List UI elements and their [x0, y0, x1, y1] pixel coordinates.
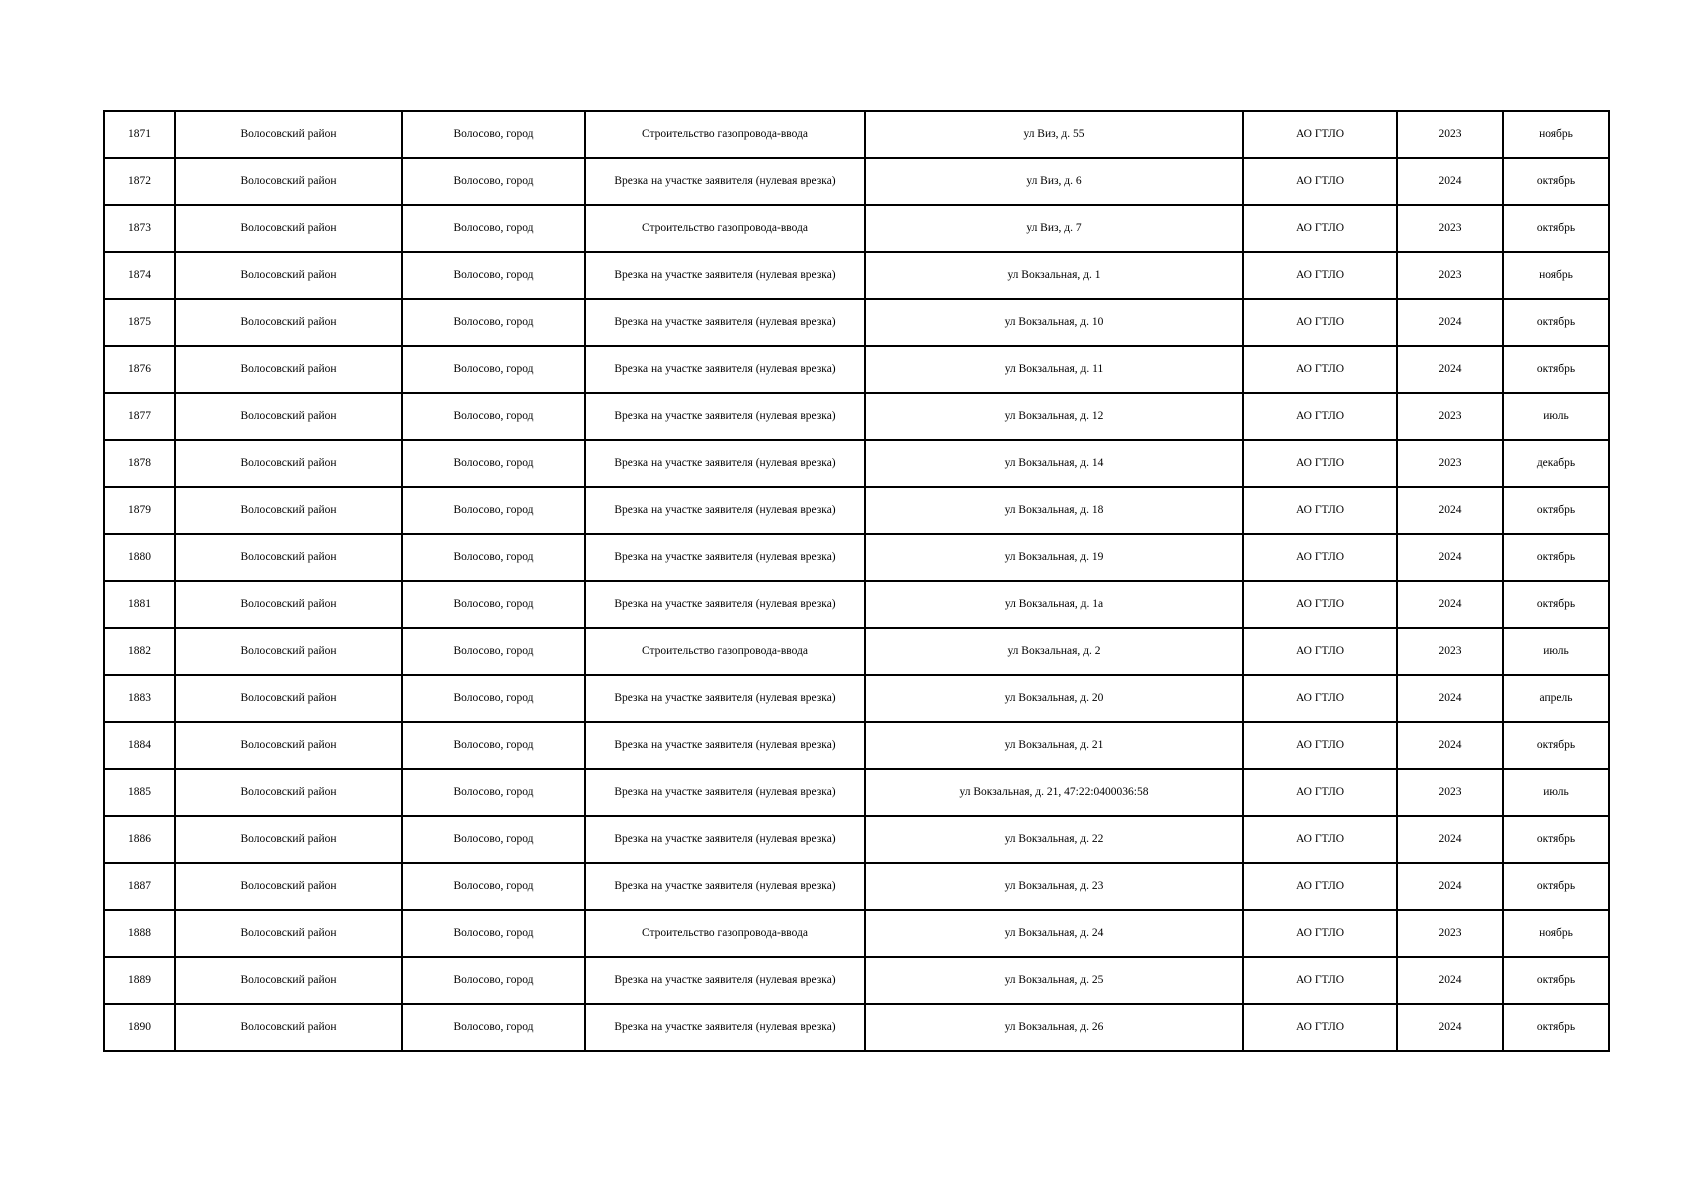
month-cell: октябрь	[1503, 581, 1609, 628]
year-cell: 2023	[1397, 252, 1503, 299]
settlement-cell: Волосово, город	[402, 440, 585, 487]
table-row	[104, 534, 1609, 581]
month-cell: июль	[1503, 628, 1609, 675]
district-cell: Волосовский район	[175, 158, 402, 205]
table-row	[104, 346, 1609, 393]
year-cell: 2024	[1397, 534, 1503, 581]
row-number-cell: 1874	[104, 252, 175, 299]
organization-cell: АО ГТЛО	[1243, 1004, 1397, 1051]
work-type-cell: Врезка на участке заявителя (нулевая врезка)	[585, 581, 865, 628]
address-cell: ул Вокзальная, д. 10	[865, 299, 1243, 346]
work-type-cell: Врезка на участке заявителя (нулевая врезка)	[585, 534, 865, 581]
row-number-cell: 1887	[104, 863, 175, 910]
month-cell: октябрь	[1503, 346, 1609, 393]
organization-cell: АО ГТЛО	[1243, 581, 1397, 628]
year-cell: 2023	[1397, 628, 1503, 675]
address-cell: ул Вокзальная, д. 1а	[865, 581, 1243, 628]
month-cell: апрель	[1503, 675, 1609, 722]
organization-cell: АО ГТЛО	[1243, 628, 1397, 675]
year-cell: 2023	[1397, 440, 1503, 487]
address-cell: ул Виз, д. 55	[865, 111, 1243, 158]
table-row	[104, 910, 1609, 957]
row-number-cell: 1890	[104, 1004, 175, 1051]
table-row	[104, 440, 1609, 487]
address-cell: ул Вокзальная, д. 1	[865, 252, 1243, 299]
address-cell: ул Вокзальная, д. 24	[865, 910, 1243, 957]
settlement-cell: Волосово, город	[402, 487, 585, 534]
year-cell: 2024	[1397, 722, 1503, 769]
month-cell: октябрь	[1503, 299, 1609, 346]
work-type-cell: Врезка на участке заявителя (нулевая врезка)	[585, 252, 865, 299]
work-type-cell: Врезка на участке заявителя (нулевая врезка)	[585, 1004, 865, 1051]
row-number-cell: 1879	[104, 487, 175, 534]
settlement-cell: Волосово, город	[402, 628, 585, 675]
row-number-cell: 1881	[104, 581, 175, 628]
address-cell: ул Вокзальная, д. 21	[865, 722, 1243, 769]
year-cell: 2024	[1397, 299, 1503, 346]
table-row	[104, 769, 1609, 816]
organization-cell: АО ГТЛО	[1243, 910, 1397, 957]
year-cell: 2023	[1397, 769, 1503, 816]
month-cell: октябрь	[1503, 863, 1609, 910]
organization-cell: АО ГТЛО	[1243, 534, 1397, 581]
row-number-cell: 1888	[104, 910, 175, 957]
organization-cell: АО ГТЛО	[1243, 957, 1397, 1004]
address-cell: ул Виз, д. 7	[865, 205, 1243, 252]
year-cell: 2024	[1397, 863, 1503, 910]
organization-cell: АО ГТЛО	[1243, 299, 1397, 346]
work-type-cell: Строительство газопровода-ввода	[585, 205, 865, 252]
settlement-cell: Волосово, город	[402, 769, 585, 816]
row-number-cell: 1878	[104, 440, 175, 487]
row-number-cell: 1883	[104, 675, 175, 722]
work-type-cell: Врезка на участке заявителя (нулевая врезка)	[585, 769, 865, 816]
row-number-cell: 1885	[104, 769, 175, 816]
table-row	[104, 816, 1609, 863]
settlement-cell: Волосово, город	[402, 910, 585, 957]
organization-cell: АО ГТЛО	[1243, 675, 1397, 722]
organization-cell: АО ГТЛО	[1243, 863, 1397, 910]
address-cell: ул Вокзальная, д. 18	[865, 487, 1243, 534]
work-type-cell: Строительство газопровода-ввода	[585, 111, 865, 158]
row-number-cell: 1882	[104, 628, 175, 675]
month-cell: ноябрь	[1503, 252, 1609, 299]
address-cell: ул Вокзальная, д. 19	[865, 534, 1243, 581]
month-cell: июль	[1503, 769, 1609, 816]
organization-cell: АО ГТЛО	[1243, 487, 1397, 534]
district-cell: Волосовский район	[175, 1004, 402, 1051]
row-number-cell: 1880	[104, 534, 175, 581]
organization-cell: АО ГТЛО	[1243, 205, 1397, 252]
district-cell: Волосовский район	[175, 440, 402, 487]
table-row	[104, 628, 1609, 675]
organization-cell: АО ГТЛО	[1243, 346, 1397, 393]
table-row	[104, 722, 1609, 769]
year-cell: 2024	[1397, 957, 1503, 1004]
work-type-cell: Врезка на участке заявителя (нулевая врезка)	[585, 346, 865, 393]
work-type-cell: Строительство газопровода-ввода	[585, 628, 865, 675]
district-cell: Волосовский район	[175, 722, 402, 769]
organization-cell: АО ГТЛО	[1243, 158, 1397, 205]
month-cell: октябрь	[1503, 205, 1609, 252]
settlement-cell: Волосово, город	[402, 393, 585, 440]
address-cell: ул Вокзальная, д. 14	[865, 440, 1243, 487]
work-type-cell: Врезка на участке заявителя (нулевая врезка)	[585, 675, 865, 722]
organization-cell: АО ГТЛО	[1243, 816, 1397, 863]
month-cell: ноябрь	[1503, 910, 1609, 957]
settlement-cell: Волосово, город	[402, 863, 585, 910]
month-cell: июль	[1503, 393, 1609, 440]
table-row	[104, 581, 1609, 628]
work-type-cell: Врезка на участке заявителя (нулевая врезка)	[585, 957, 865, 1004]
month-cell: декабрь	[1503, 440, 1609, 487]
year-cell: 2024	[1397, 487, 1503, 534]
organization-cell: АО ГТЛО	[1243, 111, 1397, 158]
table-row	[104, 675, 1609, 722]
district-cell: Волосовский район	[175, 346, 402, 393]
year-cell: 2024	[1397, 346, 1503, 393]
settlement-cell: Волосово, город	[402, 346, 585, 393]
row-number-cell: 1872	[104, 158, 175, 205]
table-row	[104, 205, 1609, 252]
district-cell: Волосовский район	[175, 252, 402, 299]
year-cell: 2023	[1397, 111, 1503, 158]
district-cell: Волосовский район	[175, 769, 402, 816]
work-type-cell: Врезка на участке заявителя (нулевая врезка)	[585, 816, 865, 863]
work-type-cell: Врезка на участке заявителя (нулевая врезка)	[585, 393, 865, 440]
work-type-cell: Врезка на участке заявителя (нулевая врезка)	[585, 440, 865, 487]
row-number-cell: 1873	[104, 205, 175, 252]
year-cell: 2024	[1397, 581, 1503, 628]
settlement-cell: Волосово, город	[402, 205, 585, 252]
settlement-cell: Волосово, город	[402, 675, 585, 722]
month-cell: ноябрь	[1503, 111, 1609, 158]
district-cell: Волосовский район	[175, 205, 402, 252]
table-row	[104, 1004, 1609, 1051]
address-cell: ул Вокзальная, д. 25	[865, 957, 1243, 1004]
settlement-cell: Волосово, город	[402, 722, 585, 769]
year-cell: 2023	[1397, 393, 1503, 440]
month-cell: октябрь	[1503, 816, 1609, 863]
district-cell: Волосовский район	[175, 581, 402, 628]
table-row	[104, 299, 1609, 346]
table-body	[104, 111, 1609, 1051]
work-type-cell: Врезка на участке заявителя (нулевая врезка)	[585, 722, 865, 769]
table-row	[104, 393, 1609, 440]
address-cell: ул Вокзальная, д. 21, 47:22:0400036:58	[865, 769, 1243, 816]
row-number-cell: 1884	[104, 722, 175, 769]
year-cell: 2023	[1397, 910, 1503, 957]
address-cell: ул Вокзальная, д. 2	[865, 628, 1243, 675]
year-cell: 2024	[1397, 675, 1503, 722]
table-row	[104, 957, 1609, 1004]
settlement-cell: Волосово, город	[402, 957, 585, 1004]
district-cell: Волосовский район	[175, 111, 402, 158]
work-type-cell: Врезка на участке заявителя (нулевая врезка)	[585, 158, 865, 205]
table-row	[104, 252, 1609, 299]
row-number-cell: 1886	[104, 816, 175, 863]
settlement-cell: Волосово, город	[402, 1004, 585, 1051]
work-type-cell: Врезка на участке заявителя (нулевая врезка)	[585, 487, 865, 534]
table-row	[104, 487, 1609, 534]
year-cell: 2024	[1397, 816, 1503, 863]
organization-cell: АО ГТЛО	[1243, 393, 1397, 440]
table-row	[104, 158, 1609, 205]
month-cell: октябрь	[1503, 957, 1609, 1004]
address-cell: ул Вокзальная, д. 20	[865, 675, 1243, 722]
organization-cell: АО ГТЛО	[1243, 252, 1397, 299]
month-cell: октябрь	[1503, 1004, 1609, 1051]
settlement-cell: Волосово, город	[402, 252, 585, 299]
district-cell: Волосовский район	[175, 628, 402, 675]
month-cell: октябрь	[1503, 158, 1609, 205]
month-cell: октябрь	[1503, 487, 1609, 534]
work-type-cell: Врезка на участке заявителя (нулевая врезка)	[585, 863, 865, 910]
address-cell: ул Вокзальная, д. 23	[865, 863, 1243, 910]
settlement-cell: Волосово, город	[402, 158, 585, 205]
address-cell: ул Виз, д. 6	[865, 158, 1243, 205]
row-number-cell: 1877	[104, 393, 175, 440]
district-cell: Волосовский район	[175, 675, 402, 722]
address-cell: ул Вокзальная, д. 12	[865, 393, 1243, 440]
organization-cell: АО ГТЛО	[1243, 440, 1397, 487]
year-cell: 2024	[1397, 158, 1503, 205]
organization-cell: АО ГТЛО	[1243, 769, 1397, 816]
district-cell: Волосовский район	[175, 957, 402, 1004]
district-cell: Волосовский район	[175, 487, 402, 534]
address-cell: ул Вокзальная, д. 22	[865, 816, 1243, 863]
district-cell: Волосовский район	[175, 816, 402, 863]
year-cell: 2023	[1397, 205, 1503, 252]
gasification-schedule-table	[103, 110, 1610, 1052]
address-cell: ул Вокзальная, д. 11	[865, 346, 1243, 393]
work-type-cell: Строительство газопровода-ввода	[585, 910, 865, 957]
row-number-cell: 1889	[104, 957, 175, 1004]
district-cell: Волосовский район	[175, 910, 402, 957]
month-cell: октябрь	[1503, 722, 1609, 769]
district-cell: Волосовский район	[175, 299, 402, 346]
organization-cell: АО ГТЛО	[1243, 722, 1397, 769]
settlement-cell: Волосово, город	[402, 816, 585, 863]
row-number-cell: 1875	[104, 299, 175, 346]
month-cell: октябрь	[1503, 534, 1609, 581]
table-row	[104, 111, 1609, 158]
address-cell: ул Вокзальная, д. 26	[865, 1004, 1243, 1051]
year-cell: 2024	[1397, 1004, 1503, 1051]
settlement-cell: Волосово, город	[402, 111, 585, 158]
settlement-cell: Волосово, город	[402, 581, 585, 628]
district-cell: Волосовский район	[175, 863, 402, 910]
district-cell: Волосовский район	[175, 393, 402, 440]
row-number-cell: 1871	[104, 111, 175, 158]
work-type-cell: Врезка на участке заявителя (нулевая врезка)	[585, 299, 865, 346]
settlement-cell: Волосово, город	[402, 299, 585, 346]
district-cell: Волосовский район	[175, 534, 402, 581]
settlement-cell: Волосово, город	[402, 534, 585, 581]
table-row	[104, 863, 1609, 910]
row-number-cell: 1876	[104, 346, 175, 393]
